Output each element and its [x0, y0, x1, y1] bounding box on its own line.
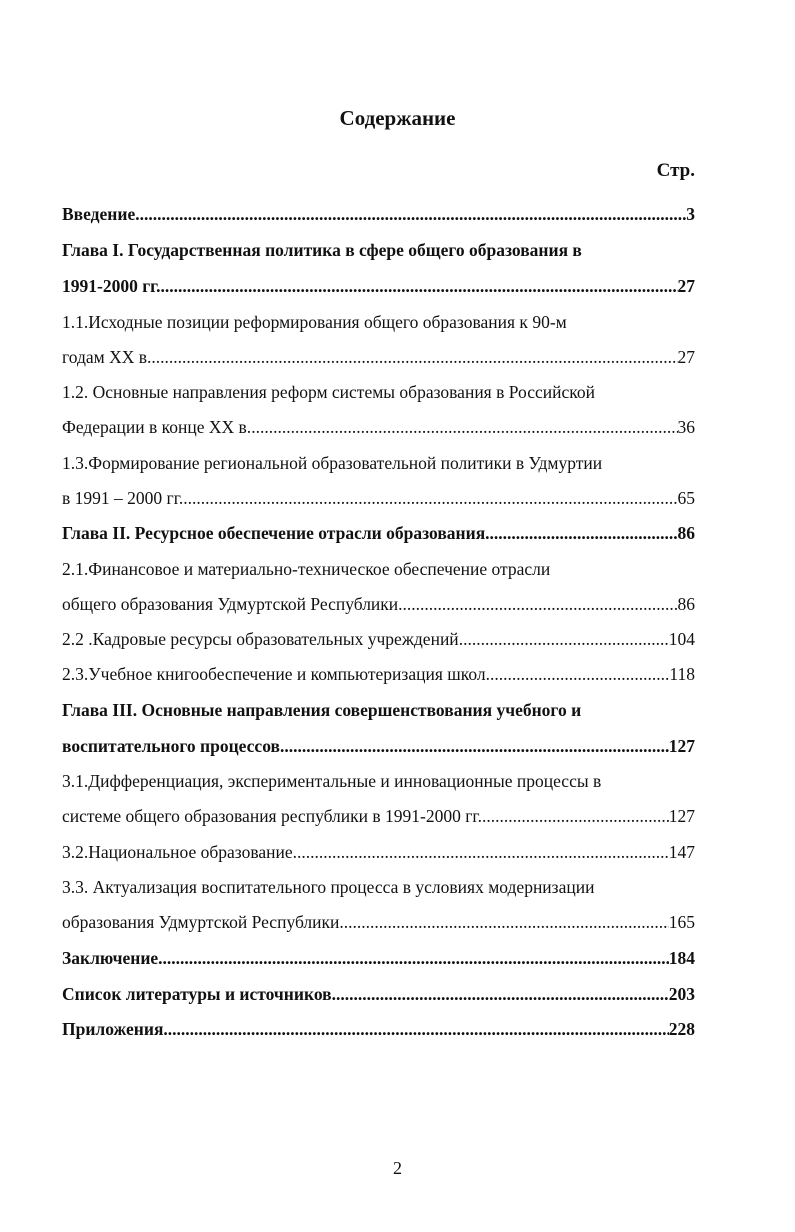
toc-entry-2-1[interactable]: [62, 559, 695, 580]
toc-entry-text: 1.2. Основные направления реформ системы образования в Российской: [62, 382, 595, 402]
toc-leader-dots: [398, 594, 677, 615]
toc-entry-3-3-cont[interactable]: [62, 912, 695, 933]
toc-entry-page: 184: [668, 948, 695, 968]
toc-entry-page: 165: [668, 912, 695, 932]
toc-entry-text: Глава II. Ресурсное обеспечение отрасли образования: [62, 523, 486, 543]
toc-entry-page: 127: [668, 806, 695, 826]
toc-leader-dots: [486, 664, 670, 685]
toc-entry-text-cont: Федерации в конце ХХ в.: [62, 417, 252, 437]
toc-entry-1-1[interactable]: [62, 312, 695, 333]
toc-entry-text: 2.3.Учебное книгообеспечение и компьютеризация школ: [62, 664, 486, 684]
toc-entry-page: 228: [668, 1019, 695, 1039]
toc-entry-conclusion[interactable]: [62, 948, 695, 969]
toc-leader-dots: [158, 948, 669, 969]
toc-entry-text: Глава I. Государственная политика в сфере общего образования в: [62, 240, 582, 260]
toc-entry-text-cont: 1991-2000 гг.: [62, 276, 161, 296]
toc-entry-text: 1.3.Формирование региональной образовательной политики в Удмуртии: [62, 453, 603, 473]
toc-entry-text: 2.2 .Кадровые ресурсы образовательных учреждений: [62, 629, 459, 649]
toc-entry-page: 203: [668, 984, 695, 1004]
toc-entry-text: Приложения: [62, 1019, 164, 1039]
toc-entry-introduction[interactable]: [62, 204, 695, 225]
toc-entry-2-1-cont[interactable]: [62, 594, 695, 615]
toc-leader-dots: [482, 806, 669, 827]
toc-entry-2-2[interactable]: [62, 629, 695, 650]
toc-entry-3-3[interactable]: [62, 877, 695, 898]
toc-entry-1-1-cont[interactable]: [62, 347, 695, 368]
toc-entry-chapter-2[interactable]: [62, 523, 695, 544]
toc-entry-1-2[interactable]: [62, 382, 695, 403]
toc-entry-page: 127: [668, 736, 695, 756]
toc-entry-3-2[interactable]: [62, 842, 695, 863]
toc-entry-page: 86: [677, 594, 695, 614]
toc-entry-page: 65: [677, 488, 695, 508]
toc-entry-text: 1.1.Исходные позиции реформирования общего образования к 90-м: [62, 312, 567, 332]
toc-entry-1-3[interactable]: [62, 453, 695, 474]
toc-entry-bibliography[interactable]: [62, 984, 695, 1005]
toc-entry-text: Список литературы и источников: [62, 984, 332, 1004]
toc-entry-text-cont: в 1991 – 2000 гг.: [62, 488, 184, 508]
toc-entry-text: 2.1.Финансовое и материально-техническое обеспечение отрасли: [62, 559, 551, 579]
toc-entry-page: 27: [677, 347, 695, 367]
toc-entry-chapter-3-cont[interactable]: [62, 736, 695, 757]
toc-entry-text-cont: образования Удмуртской Республики: [62, 912, 340, 932]
toc-entry-1-2-cont[interactable]: [62, 417, 695, 438]
toc-entry-page: 36: [677, 417, 695, 437]
toc-leader-dots: [161, 276, 678, 297]
toc-entry-text-cont: общего образования Удмуртской Республики: [62, 594, 399, 614]
toc-leader-dots: [293, 842, 669, 863]
toc-entry-chapter-1-cont[interactable]: [62, 276, 695, 297]
toc-entry-text: Заключение: [62, 948, 159, 968]
toc-entry-text: Введение: [62, 204, 136, 224]
toc-entry-1-3-cont[interactable]: [62, 488, 695, 509]
toc-entry-page: 118: [669, 664, 695, 684]
page-column-label: Стр.: [656, 160, 695, 181]
toc-entry-page: 104: [668, 629, 695, 649]
toc-entry-text: 3.2.Национальное образование: [62, 842, 293, 862]
toc-entry-page: 147: [668, 842, 695, 862]
toc-leader-dots: [251, 417, 677, 438]
toc-leader-dots: [163, 1019, 668, 1040]
toc-entry-chapter-1[interactable]: [62, 240, 695, 261]
toc-entry-chapter-3[interactable]: [62, 700, 695, 721]
toc-entry-text-cont: годам ХХ в.: [62, 347, 152, 367]
toc-entry-3-1-cont[interactable]: [62, 806, 695, 827]
page-title: Содержание: [339, 106, 456, 130]
toc-leader-dots: [339, 912, 668, 933]
toc-entry-text-cont: системе общего образования республики в 1991-2000 гг.: [62, 806, 482, 826]
toc-leader-dots: [151, 347, 677, 368]
toc-entry-page: 3: [686, 204, 695, 224]
toc-leader-dots: [459, 629, 669, 650]
toc-entry-text-cont: воспитательного процессов: [62, 736, 280, 756]
toc-entry-appendices[interactable]: [62, 1019, 695, 1040]
toc-entry-text: 3.3. Актуализация воспитательного процесса в условиях модернизации: [62, 877, 595, 897]
page-number: 2: [393, 1158, 402, 1178]
toc-entry-page: 27: [677, 276, 695, 296]
toc-entry-text: 3.1.Дифференциация, экспериментальные и инновационные процессы в: [62, 771, 602, 791]
toc-entry-2-3[interactable]: [62, 664, 695, 685]
toc-leader-dots: [183, 488, 677, 509]
toc-leader-dots: [485, 523, 677, 544]
toc-entry-3-1[interactable]: [62, 771, 695, 792]
toc-leader-dots: [280, 736, 669, 757]
toc-leader-dots: [332, 984, 669, 1005]
toc-entry-page: 86: [677, 523, 695, 543]
toc-entry-text: Глава III. Основные направления совершенствования учебного и: [62, 700, 582, 720]
toc-leader-dots: [135, 204, 686, 225]
